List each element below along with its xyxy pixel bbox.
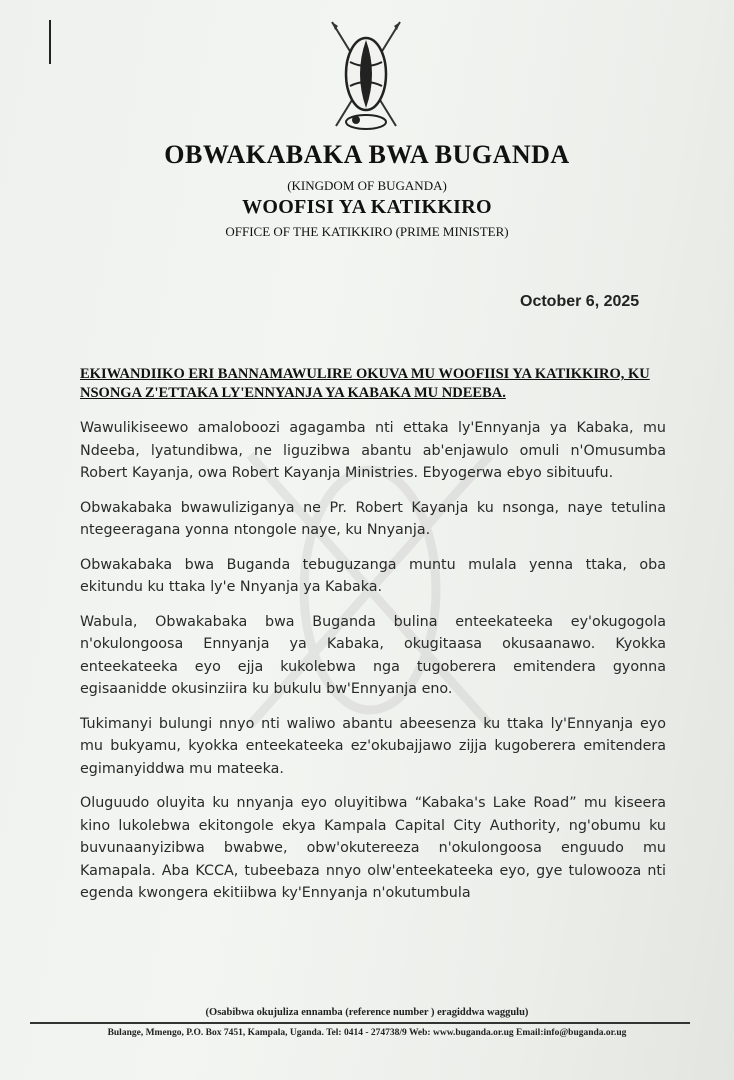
paragraph: Tukimanyi bulungi nnyo nti waliwo abantu abeesenza ku ttaka ly'Ennyanja eyo mu bukyamu, kyokka enteekateeka ez'okubajjawo zijja kugoberera emitendera egimanyiddwa mu mateeka. [80, 715, 666, 777]
paragraph: Wabula, Obwakabaka bwa Buganda bulina enteekateeka ey'okugogola n'okulongoosa Ennyanja ya Kabaka, okugitaasa okusaanawo. Kyokka enteekateeka eyo ejja kukolebwa nga tugoberera emitendera gyonna egisaanidde okusinziira ku bukulu bw'Ennyanja eno. [80, 613, 666, 697]
paragraph: Oluguudo oluyita ku nnyanja eyo oluyitibwa “Kabaka's Lake Road” mu kiseera kino lukolebwa ekitongole ekya Kampala Capital City Authority, ng'obumu ku buvunaanyizibwa bwabwe, obw'okutereeza n'okulongoosa enguudo mu Kamapala. Aba KCCA, tubeebaza nnyo olw'enteekateeka eyo, gye tulowooza nti egenda kwongera ekitiibwa ky'Ennyanja n'okutumbula [80, 795, 666, 901]
footer-divider [30, 1022, 690, 1024]
footer-reference-note: (Osabibwa okujuliza ennamba (reference number ) eragiddwa waggulu) [205, 1007, 529, 1018]
kingdom-title: OBWAKABAKA BWA BUGANDA [164, 140, 570, 169]
paragraph: Obwakabaka bwa Buganda tebuguzanga muntu mulala yenna ttaka, oba ekitundu ku ttaka ly'e Nnyanja ya Kabaka. [80, 556, 666, 595]
kingdom-subtitle: (KINGDOM OF BUGANDA) [287, 178, 447, 193]
letter-subject: EKIWANDIIKO ERI BANNAMAWULIRE OKUVA MU WOOFIISI YA KATIKKIRO, KU NSONGA Z'ETTAKA LY'ENNYANJA YA KABAKA MU NDEEBA. [80, 366, 650, 401]
paragraph: Wawulikiseewo amaloboozi agagamba nti ettaka ly'Ennyanja ya Kabaka, mu Ndeeba, lyatundibwa, ne liguzibwa abantu ab'enjawulo omuli n'Omusumba Robert Kayanja, owa Robert Kayanja Ministries. Ebyogerwa ebyo sibituufu. [80, 420, 666, 481]
office-subtitle: OFFICE OF THE KATIKKIRO (PRIME MINISTER) [225, 224, 509, 239]
letter-body [80, 417, 666, 917]
footer-address: Bulange, Mmengo, P.O. Box 7451, Kampala, Uganda. Tel: 0414 - 274738/9 Web: www.buganda.or.ug Email:info@buganda.or.ug [107, 1028, 627, 1038]
margin-mark [49, 20, 51, 64]
office-title: WOOFISI YA KATIKKIRO [242, 196, 492, 218]
paragraph: Obwakabaka bwawuliziganya ne Pr. Robert Kayanja ku nsonga, naye tetulina ntegeeragana yonna ntongole naye, ku Nnyanja. [80, 499, 666, 538]
letter-date: October 6, 2025 [520, 293, 640, 310]
buganda-emblem-icon [326, 18, 406, 138]
